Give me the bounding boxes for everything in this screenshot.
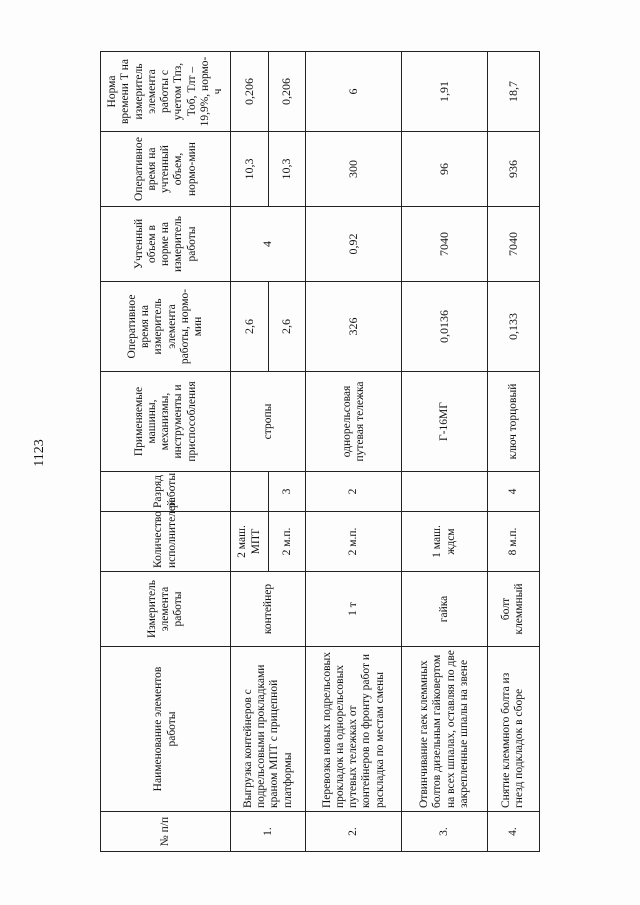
row3-num: 3.	[402, 812, 488, 852]
row4-op-time: 0,133	[487, 282, 539, 372]
row1-op-time-b: 2,6	[268, 282, 306, 372]
row2-op-time: 326	[306, 282, 402, 372]
header-norm-time: Норма времени Т на измеритель элемента работы с учетом Тпз, Тоб, Тлт – 19,9%, нормо-ч	[101, 52, 231, 132]
row1-op-time-vol-b: 10,3	[268, 132, 306, 207]
row4-grade: 4	[487, 472, 539, 512]
row4-meter: болт клеммный	[487, 572, 539, 647]
row1-op-time-vol-a: 10,3	[231, 132, 269, 207]
row1-workers-b: 2 м.п.	[268, 512, 306, 572]
row1-name: Выгрузка контейнеров с подрельсовыми прокладками краном МПТ с прицепной платформы	[231, 647, 306, 812]
row3-meter: гайка	[402, 572, 488, 647]
row3-machines: Г-16МГ	[402, 372, 488, 472]
table-row	[231, 52, 269, 852]
row1-norm-time-a: 0,206	[231, 52, 269, 132]
row4-num: 4.	[487, 812, 539, 852]
row2-norm-time: 6	[306, 52, 402, 132]
row1-norm-time-b: 0,206	[268, 52, 306, 132]
table-row	[402, 52, 488, 852]
norms-table-rotated	[100, 52, 540, 852]
row1-grade-a	[231, 472, 269, 512]
header-grade: Разряд работы	[101, 472, 231, 512]
row4-machines: ключ торцовый	[487, 372, 539, 472]
row1-volume: 4	[231, 207, 306, 282]
row2-name: Перевозка новых подрельсовых прокладок на однорельсовых путевых тележках от контейнеров по фронту работ и раскладка по местам смены	[306, 647, 402, 812]
row2-volume: 0,92	[306, 207, 402, 282]
row3-grade	[402, 472, 488, 512]
row2-grade: 2	[306, 472, 402, 512]
table-row	[487, 52, 539, 852]
row4-op-time-vol: 936	[487, 132, 539, 207]
row2-workers: 2 м.п.	[306, 512, 402, 572]
header-op-time: Оперативное время на измеритель элемента работы, нормо-мин	[101, 282, 231, 372]
row1-num: 1.	[231, 812, 306, 852]
row1-workers-a: 2 маш. МПТ	[231, 512, 269, 572]
row2-op-time-vol: 300	[306, 132, 402, 207]
header-row	[101, 52, 231, 852]
header-meter: Измеритель элемента работы	[101, 572, 231, 647]
row1-machines: стропы	[231, 372, 306, 472]
row1-meter: контейнер	[231, 572, 306, 647]
row1-grade-b: 3	[268, 472, 306, 512]
row2-num: 2.	[306, 812, 402, 852]
row2-machines: однорельсовая путевая тележка	[306, 372, 402, 472]
row3-norm-time: 1,91	[402, 52, 488, 132]
row1-op-time-a: 2,6	[231, 282, 269, 372]
row3-op-time-vol: 96	[402, 132, 488, 207]
row4-norm-time: 18,7	[487, 52, 539, 132]
row4-name: Снятие клеммного болта из гнезд подкладок в сборе	[487, 647, 539, 812]
header-num: № п/п	[101, 812, 231, 852]
row2-meter: 1 т	[306, 572, 402, 647]
header-machines: Применяемые машины, механизмы, инструменты и приспособления	[101, 372, 231, 472]
row3-name: Отвинчивание гаек клеммных болтов дизельным гайковертом на всех шпалах, оставляя по две закрепленные шпалы на звене	[402, 647, 488, 812]
row4-workers: 8 м.п.	[487, 512, 539, 572]
page-number: 1123	[32, 439, 47, 467]
header-op-time-vol: Оперативное время на учтенный объем, нормо-мин	[101, 132, 231, 207]
row4-volume: 7040	[487, 207, 539, 282]
row3-volume: 7040	[402, 207, 488, 282]
row3-op-time: 0,0136	[402, 282, 488, 372]
header-workers: Количество исполнителей	[101, 512, 231, 572]
norms-table	[100, 51, 540, 852]
header-name: Наименование элементов работы	[101, 647, 231, 812]
row3-workers: 1 маш. ждсм	[402, 512, 488, 572]
header-volume: Учтенный объем в норме на измеритель работы	[101, 207, 231, 282]
table-row	[306, 52, 402, 852]
